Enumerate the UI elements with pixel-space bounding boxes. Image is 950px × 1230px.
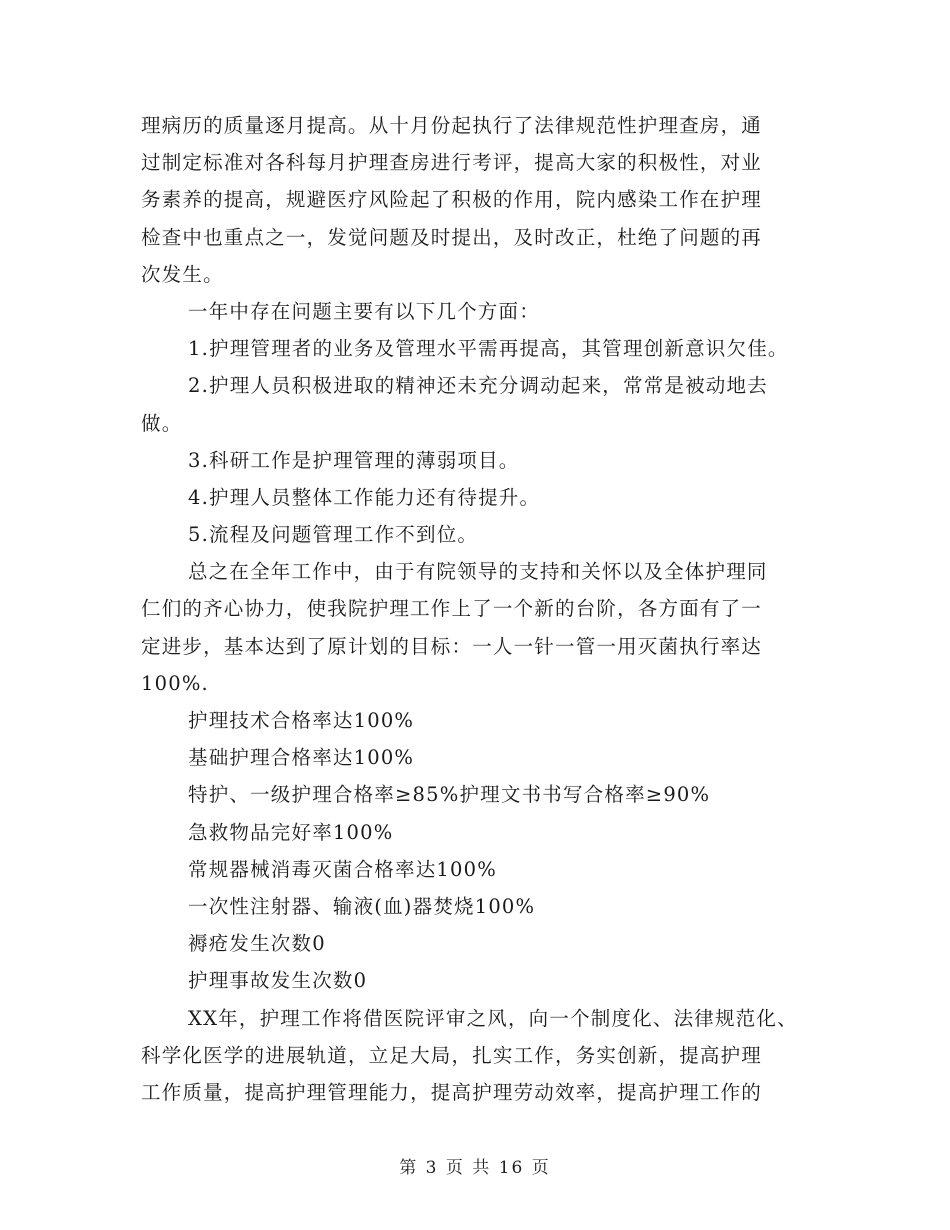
text-line: 工作质量，提高护理管理能力，提高护理劳动效率，提高护理工作的 [141, 1080, 763, 1104]
text-line: 2.护理人员积极进取的精神还未充分调动起来，常常是被动地去 [188, 374, 768, 398]
text-line: 护理事故发生次数0 [188, 969, 368, 993]
text-line: 做。 [141, 411, 183, 435]
text-line: 特护、一级护理合格率≥85%护理文书书写合格率≥90% [188, 783, 711, 807]
text-line: 检查中也重点之一，发觉问题及时提出，及时改正，杜绝了问题的再 [141, 225, 763, 249]
text-line: 常规器械消毒灭菌合格率达100% [188, 857, 497, 881]
text-line: 科学化医学的进展轨道，立足大局，扎实工作，务实创新，提高护理 [141, 1043, 763, 1067]
text-line: XX年，护理工作将借医院评审之风，向一个制度化、法律规范化、 [188, 1006, 798, 1030]
text-line: 基础护理合格率达100% [188, 746, 415, 770]
text-line: 100%. [141, 671, 209, 695]
text-line: 定进步，基本达到了原计划的目标：一人一针一管一用灭菌执行率达 [141, 634, 763, 658]
text-line: 3.科研工作是护理管理的薄弱项目。 [188, 448, 520, 472]
text-line: 理病历的质量逐月提高。从十月份起执行了法律规范性护理查房，通 [141, 114, 763, 137]
text-line: 总之在全年工作中，由于有院领导的支持和关怀以及全体护理同 [188, 560, 768, 584]
text-line: 次发生。 [141, 262, 224, 286]
body-text [141, 107, 821, 1111]
text-line: 护理技术合格率达100% [188, 709, 415, 732]
text-line: 4.护理人员整体工作能力还有待提升。 [188, 485, 541, 509]
text-line: 急救物品完好率100% [188, 820, 394, 844]
page-footer: 第 3 页 共 16 页 [399, 1158, 551, 1178]
text-line: 过制定标准对各科每月护理查房进行考评，提高大家的积极性，对业 [141, 151, 763, 175]
text-line: 仁们的齐心协力，使我院护理工作上了一个新的台阶，各方面有了一 [141, 597, 763, 621]
text-line: 褥疮发生次数0 [188, 932, 326, 956]
text-line: 1.护理管理者的业务及管理水平需再提高，其管理创新意识欠佳。 [188, 337, 789, 361]
text-line: 一次性注射器、输液(血)器焚烧100% [188, 894, 536, 918]
text-line: 务素养的提高，规避医疗风险起了积极的作用，院内感染工作在护理 [141, 188, 763, 212]
text-line: 5.流程及问题管理工作不到位。 [188, 523, 479, 547]
text-line: 一年中存在问题主要有以下几个方面： [188, 299, 540, 323]
